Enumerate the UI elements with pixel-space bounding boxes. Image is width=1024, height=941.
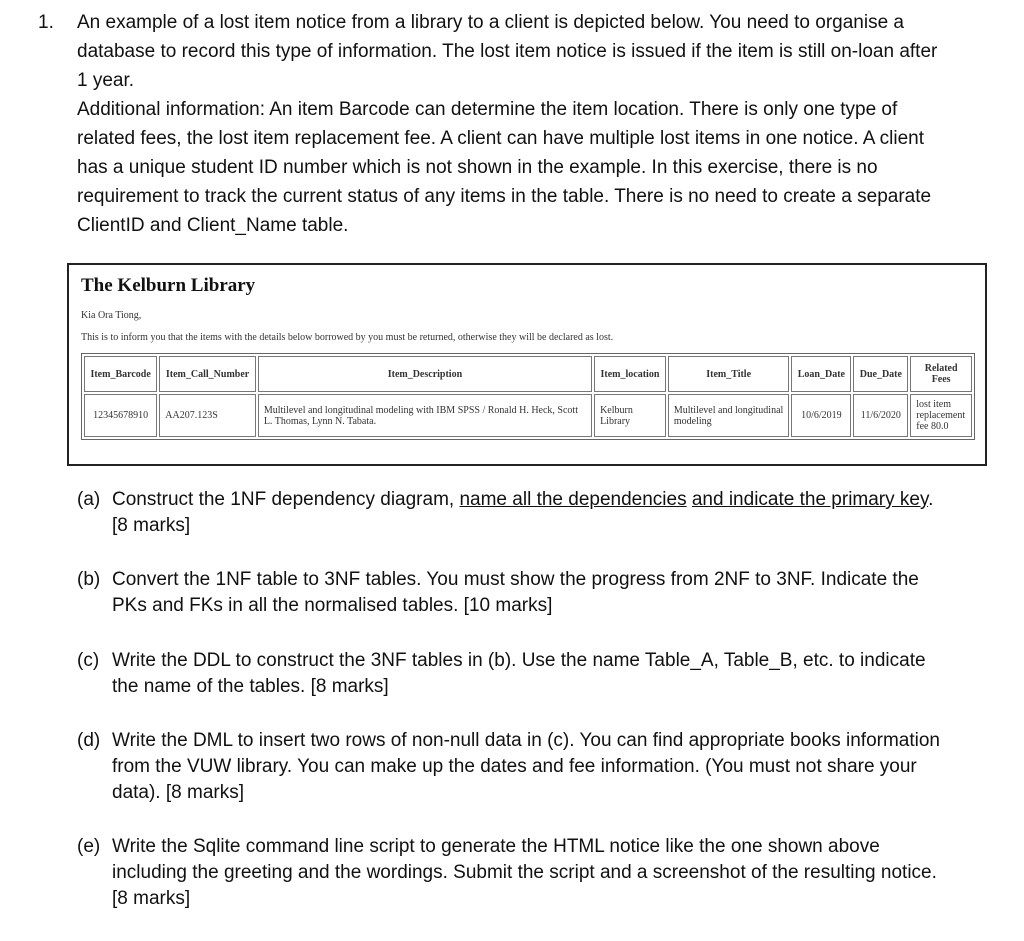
- question-paragraph-2: Additional information: An item Barcode can determine the item location. There is only one type of related fees, the lost item replacement fee. A client can have multiple lost items in one notice. A client has a unique student ID number which is not shown in the example. In this exercise, there is no requirement to track the current status of any items in the table. There is no need to create a separate ClientID and Client_Name table.: [77, 99, 932, 236]
- part-a-prefix: Construct the 1NF dependency diagram,: [112, 489, 460, 510]
- table-cell: Kelburn Library: [594, 394, 666, 437]
- part-a-label: (a): [77, 489, 101, 510]
- table-header: Loan_Date: [791, 356, 851, 392]
- part-e-label: (e): [77, 836, 101, 857]
- table-header: Related Fees: [910, 356, 972, 392]
- part-d: [77, 728, 947, 806]
- notice-greeting: Kia Ora Tiong,: [81, 310, 142, 321]
- table-cell: Multilevel and longitudinal modeling: [668, 394, 790, 437]
- table-row: [84, 394, 972, 437]
- notice-message: This is to inform you that the items with the details below borrowed by you must be returned, otherwise they will be declared as lost.: [81, 332, 614, 343]
- question-number: 1.: [38, 12, 54, 33]
- part-b-text: Convert the 1NF table to 3NF tables. You must show the progress from 2NF to 3NF. Indicate the PKs and FKs in all the normalised tables. [10 marks]: [112, 569, 919, 616]
- part-e-text: Write the Sqlite command line script to generate the HTML notice like the one shown above including the greeting and the wordings. Submit the script and a screenshot of the resulting notice. [8 marks]: [112, 836, 937, 909]
- table-header-row: [84, 356, 972, 392]
- part-a-text: [112, 487, 947, 539]
- part-d-label: (d): [77, 730, 101, 751]
- part-a: [77, 487, 947, 539]
- part-d-text: Write the DML to insert two rows of non-null data in (c). You can find appropriate books information from the VUW library. You can make up the dates and fee information. (You must not share your data). [8 marks]: [112, 730, 940, 803]
- part-c-text: Write the DDL to construct the 3NF tables in (b). Use the name Table_A, Table_B, etc. to indicate the name of the tables. [8 marks]: [112, 650, 926, 697]
- part-b: [77, 567, 947, 619]
- table-cell: lost item replacement fee 80.0: [910, 394, 972, 437]
- question-text: [77, 8, 947, 240]
- table-header: Item_location: [594, 356, 666, 392]
- question-paragraph-1: An example of a lost item notice from a library to a client is depicted below. You need to organise a database to record this type of information. The lost item notice is issued if the item is still on-loan after 1 year.: [77, 12, 938, 91]
- part-c: [77, 648, 947, 700]
- table-cell: AA207.123S: [159, 394, 256, 437]
- part-a-underline-2: and indicate the primary key: [691, 489, 929, 510]
- lost-item-notice: [67, 263, 987, 466]
- table-header: Item_Title: [668, 356, 790, 392]
- table-cell: 11/6/2020: [853, 394, 908, 437]
- table-cell: 12345678910: [84, 394, 157, 437]
- part-c-label: (c): [77, 650, 100, 671]
- notice-table: [81, 353, 975, 440]
- part-e: [77, 834, 947, 912]
- table-cell: Multilevel and longitudinal modeling with IBM SPSS / Ronald H. Heck, Scott L. Thomas, Lynn N. Tabata.: [258, 394, 592, 437]
- part-b-label: (b): [77, 569, 101, 590]
- table-cell: 10/6/2019: [791, 394, 851, 437]
- table-header: Item_Description: [258, 356, 592, 392]
- table-header: Item_Barcode: [84, 356, 157, 392]
- part-a-underline-1: name all the dependencies: [459, 489, 687, 510]
- part-a-suffix: . [8 marks]: [112, 489, 934, 536]
- table-header: Item_Call_Number: [159, 356, 256, 392]
- notice-title: The Kelburn Library: [81, 275, 256, 296]
- table-header: Due_Date: [853, 356, 908, 392]
